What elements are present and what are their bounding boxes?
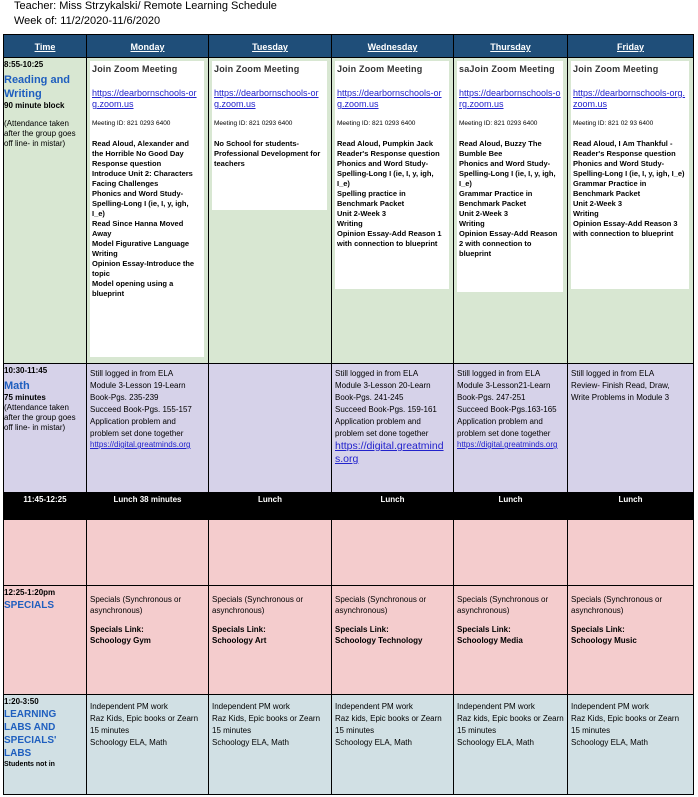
lunch-block-row [4, 520, 694, 586]
lesson-plan: Read Aloud, Buzzy The Bumble Bee Phonics and Word Study-Spelling-Long I (ie, I, y, igh, I_e) Grammar Practice in Benchmark Packet Unit 2-Week 3 Writing Opinion Essay-Add Reason 2 with connection to blueprint [459, 139, 558, 258]
reading-time-cell [4, 58, 87, 364]
zoom-heading: Join Zoom Meeting [573, 64, 659, 74]
math-time: 10:30-11:45 [4, 366, 48, 375]
week-label: Week of: 11/2/2020-11/6/2020 [14, 15, 161, 27]
specials-row [4, 586, 694, 695]
meeting-id: Meeting ID: 821 02 93 6400 [573, 120, 654, 127]
reading-wednesday [332, 58, 454, 364]
zoom-link[interactable]: https://dearbornschools-org.zoom.us [92, 88, 197, 109]
specials-time: 12:25-1:20pm [4, 588, 56, 597]
math-plan: Still logged in from ELA Module 3-Lesson21-Learn Book-Pgs. 247-251 Succeed Book-Pgs.163-165 Application problem and problem set done together [457, 369, 557, 438]
specials-link-label: Specials Link: [90, 625, 144, 634]
lunch-wednesday: Lunch [332, 494, 454, 520]
math-plan: Still logged in from ELA Module 3-Lesson 19-Learn Book-Pgs. 235-239 Succeed Book-Pgs. 155-157 Application problem and problem set done together [90, 369, 192, 438]
zoom-heading: Join Zoom Meeting [337, 64, 423, 74]
lunch-time: 11:45-12:25 [4, 494, 87, 520]
specials-link-label: Specials Link: [571, 625, 625, 634]
math-attendance-note: (Attendance taken after the group goes off line- in mistar) [4, 403, 76, 432]
meeting-id: Meeting ID: 821 0293 6400 [92, 120, 171, 127]
math-friday [568, 364, 694, 494]
zoom-heading: Join Zoom Meeting [92, 64, 178, 74]
labs-subject-1: LEARNING [4, 709, 57, 720]
specials-monday [87, 586, 209, 695]
specials-link[interactable]: Schoology Technology [335, 636, 423, 645]
meeting-id: Meeting ID: 821 0293 6400 [337, 120, 416, 127]
lesson-plan: Read Aloud, I Am Thankful -Reader's Response question Phonics and Word Study-Spelling-Long I (ie, I, y, igh, I_e) Grammar Practice in Benchmark Packet Unit 2-Week 3 Writing Opinion Essay-Add Reason 3 with connection to blueprint [573, 139, 685, 238]
teacher-title: Teacher: Miss Strzykalski/ Remote Learning Schedule [14, 0, 277, 12]
math-plan: Still logged in from ELA Review- Finish Read, Draw, Write Problems in Module 3 [571, 369, 670, 402]
zoom-link[interactable]: https://dearbornschools-org.zoom.us [573, 88, 686, 109]
math-subject: Math [4, 380, 30, 392]
math-row [4, 364, 694, 494]
lunch-block-cell [568, 520, 694, 586]
labs-friday [568, 695, 694, 795]
labs-text: Independent PM work Raz kids, Epic books or Zearn 15 minutes Schoology ELA, Math [457, 702, 564, 747]
specials-link[interactable]: Schoology Gym [90, 636, 151, 645]
math-time-cell [4, 364, 87, 494]
labs-thursday [454, 695, 568, 795]
reading-attendance-note: (Attendance taken after the group goes off line- in mistar) [4, 119, 76, 148]
column-header-wednesday: Wednesday [332, 35, 454, 58]
labs-tuesday [209, 695, 332, 795]
specials-link[interactable]: Schoology Art [212, 636, 267, 645]
labs-text: Independent PM work Raz Kids, Epic books or Zearn 15 minutes Schoology ELA, Math [212, 702, 321, 747]
lunch-block-cell [87, 520, 209, 586]
specials-text: Specials (Synchronous or asynchronous) [571, 595, 663, 615]
math-plan: Still logged in from ELA Module 3-Lesson 20-Learn Book-Pgs. 241-245 Succeed Book-Pgs. 159-161 Application problem and problem set done together [335, 369, 437, 438]
greatminds-link[interactable]: https://digital.greatminds.org [457, 440, 558, 449]
reading-friday [568, 58, 694, 364]
column-header-friday: Friday [568, 35, 694, 58]
specials-wednesday [332, 586, 454, 695]
labs-time-cell [4, 695, 87, 795]
lunch-friday: Lunch [568, 494, 694, 520]
labs-wednesday [332, 695, 454, 795]
math-monday [87, 364, 209, 494]
labs-note: Students not in [4, 761, 55, 768]
labs-subject-2: LABS AND [4, 722, 56, 733]
header-row [4, 35, 694, 58]
lunch-block-cell [209, 520, 332, 586]
column-header-time: Time [4, 35, 87, 58]
specials-friday [568, 586, 694, 695]
column-header-monday: Monday [87, 35, 209, 58]
zoom-link[interactable]: https://dearbornschools-org.zoom.us [459, 88, 561, 109]
specials-link[interactable]: Schoology Media [457, 636, 523, 645]
meeting-id: Meeting ID: 821 0293 6400 [459, 120, 538, 127]
column-header-tuesday: Tuesday [209, 35, 332, 58]
reading-monday [87, 58, 209, 364]
specials-link[interactable]: Schoology Music [571, 636, 637, 645]
reading-time: 8:55-10:25 [4, 60, 44, 69]
meeting-id: Meeting ID: 821 0293 6400 [214, 120, 293, 127]
labs-text: Independent PM work Raz kids, Epic books or Zearn 15 minutes Schoology ELA, Math [335, 702, 442, 747]
lunch-block-cell [454, 520, 568, 586]
specials-time-cell [4, 586, 87, 695]
specials-tuesday [209, 586, 332, 695]
lesson-plan: Read Aloud, Pumpkin Jack Reader's Response question Phonics and Word Study-Spelling-Long I (ie, I, y, igh, I_e) Spelling practice in Benchmark Packet Unit 2-Week 3 Writing Opinion Essay-Add Reason 1 with connection to blueprint [337, 139, 442, 248]
reading-subject-1: Reading and [4, 74, 71, 86]
math-tuesday [209, 364, 332, 494]
specials-link-label: Specials Link: [457, 625, 511, 634]
labs-subject-3: SPECIALS' [4, 735, 57, 746]
specials-subject: SPECIALS [4, 600, 55, 611]
labs-monday [87, 695, 209, 795]
math-plan [209, 364, 331, 368]
lunch-block-cell [4, 520, 87, 586]
math-thursday [454, 364, 568, 494]
reading-thursday [454, 58, 568, 364]
labs-subject-4: LABS [4, 748, 32, 759]
lunch-tuesday: Lunch [209, 494, 332, 520]
specials-link-label: Specials Link: [335, 625, 389, 634]
zoom-link[interactable]: https://dearbornschools-org.zoom.us [214, 88, 319, 109]
column-header-thursday: Thursday [454, 35, 568, 58]
greatminds-link[interactable]: https://digital.greatminds.org [335, 440, 444, 465]
greatminds-link[interactable]: https://digital.greatminds.org [90, 440, 191, 449]
lunch-block-cell [332, 520, 454, 586]
lesson-plan: No School for students-Professional Development for teachers [214, 139, 321, 168]
labs-row [4, 695, 694, 795]
reading-subject-2: Writing [4, 88, 42, 100]
schedule-table [3, 34, 694, 795]
lunch-row [4, 494, 694, 520]
zoom-link[interactable]: https://dearbornschools-org.zoom.us [337, 88, 442, 109]
reading-row [4, 58, 694, 364]
labs-time: 1:20-3:50 [4, 697, 39, 706]
specials-link-label: Specials Link: [212, 625, 266, 634]
specials-text: Specials (Synchronous or asynchronous) [212, 595, 304, 615]
math-duration: 75 minutes [4, 393, 46, 402]
specials-text: Specials (Synchronous or asynchronous) [335, 595, 427, 615]
labs-text: Independent PM work Raz Kids, Epic books or Zearn 15 minutes Schoology ELA, Math [571, 702, 680, 747]
lunch-monday: Lunch 38 minutes [87, 494, 209, 520]
specials-thursday [454, 586, 568, 695]
lesson-plan: Read Aloud, Alexander and the Horrible No Good Day Response question Introduce Unit 2: Characters Facing Challenges Phonics and Word Study-Spelling-Long I (ie, I, y, igh, I_e) Read Since Hanna Moved Away Model Figurative Language Writing Opinion Essay-Introduce the topic Model opening using a blueprint [92, 139, 195, 298]
math-wednesday [332, 364, 454, 494]
specials-text: Specials (Synchronous or asynchronous) [457, 595, 549, 615]
reading-tuesday [209, 58, 332, 364]
lunch-thursday: Lunch [454, 494, 568, 520]
zoom-heading: Join Zoom Meeting [214, 64, 300, 74]
labs-text: Independent PM work Raz Kids, Epic books or Zearn 15 minutes Schoology ELA, Math [90, 702, 199, 747]
reading-duration: 90 minute block [4, 101, 65, 110]
specials-text: Specials (Synchronous or asynchronous) [90, 595, 182, 615]
zoom-heading: saJoin Zoom Meeting [459, 64, 555, 74]
